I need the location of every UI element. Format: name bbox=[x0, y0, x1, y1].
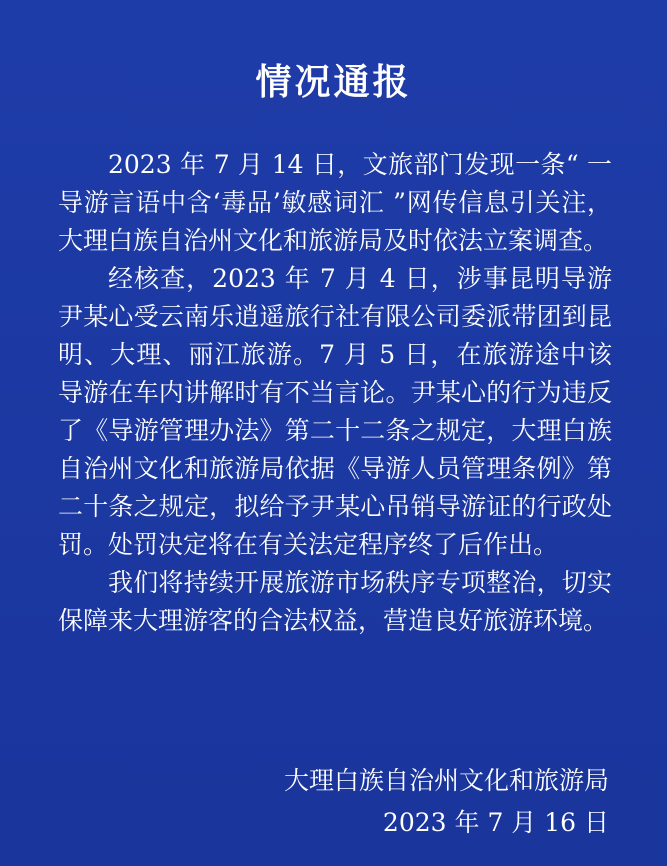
signature-block bbox=[284, 760, 609, 844]
notice-body bbox=[58, 146, 612, 640]
issue-date: 2023 年 7 月 16 日 bbox=[382, 808, 609, 837]
paragraph-commitment: 我们将持续开展旅游市场秩序专项整治，切实保障来大理游客的合法权益，营造良好旅游环境。 bbox=[58, 568, 612, 635]
issuer-name: 大理白族自治州文化和旅游局 bbox=[283, 766, 609, 795]
notice-title: 情况通报 bbox=[255, 62, 412, 103]
paragraph-investigation: 经核查，2023 年 7 月 4 日，涉事昆明导游尹某心受云南乐逍遥旅行社有限公司委派带团到昆明、大理、丽江旅游。7 月 5 日，在旅游途中该导游在车内讲解时有不当言论。尹某心的行为违反了《导游管理办法》第二十二条之规定，大理白族自治州文化和旅游局依据《导游人员管理条例》第二十条之规定，拟给予尹某心吊销导游证的行政处罚。处罚决定将在有关法定程序终了后作出。 bbox=[58, 264, 612, 559]
paragraph-incident: 2023 年 7 月 14 日，文旅部门发现一条“ 一导游言语中含‘毒品’敏感词汇 ”网传信息引关注，大理白族自治州文化和旅游局及时依法立案调查。 bbox=[58, 150, 612, 255]
